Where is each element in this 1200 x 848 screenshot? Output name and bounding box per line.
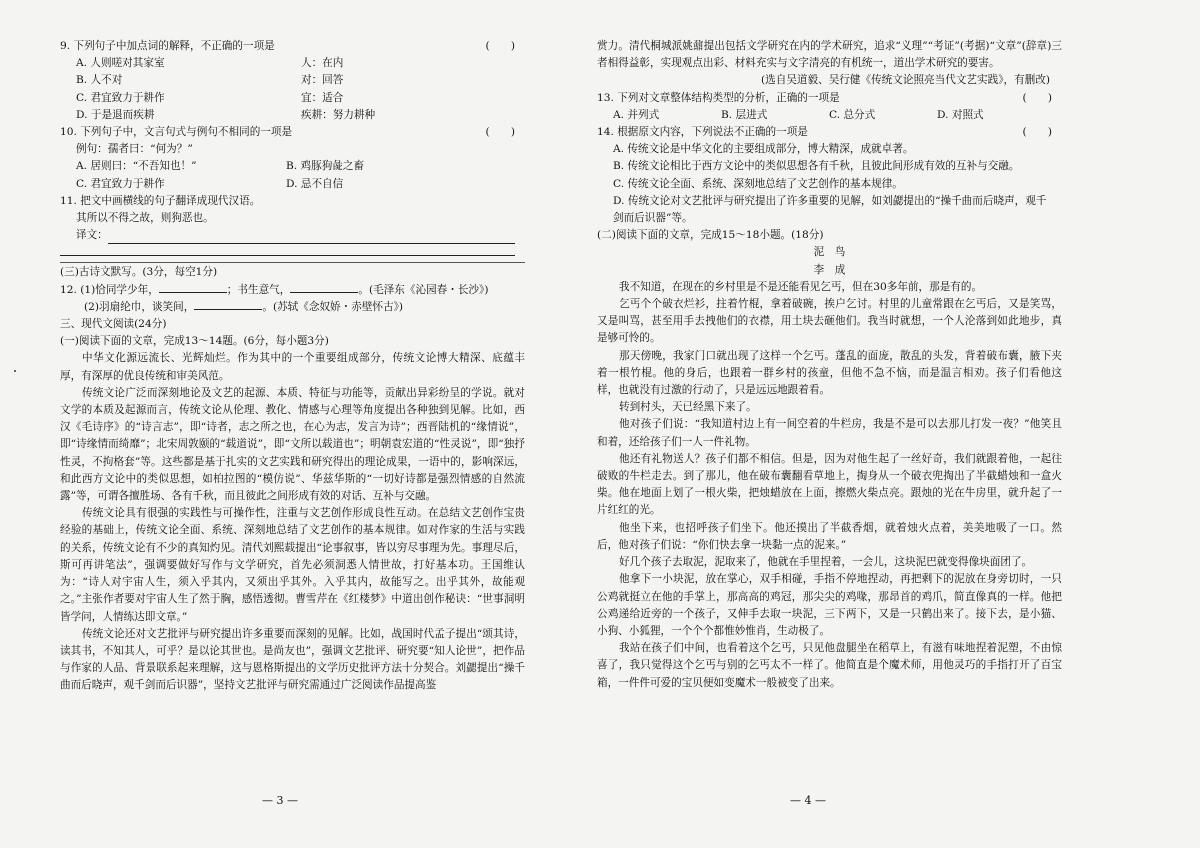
q12-prompt-1b: ；书生意气，: [226, 283, 291, 296]
section-recitation: (三)古诗文默写。(3分，每空1分): [60, 262, 525, 281]
q10-stem: 10. 下列句子中，文言句式与例句不相同的一项是: [60, 126, 293, 139]
q13-option-c: C. 总分式: [829, 108, 876, 121]
q9-option-row: [60, 55, 525, 72]
story-paragraph: 他坐下来，也招呼孩子们坐下。他还摸出了半截香烟，就着烛火点着，美美地吸了一口。然后，他对孩子们说：“你们快去拿一块黏一点的泥来。”: [597, 521, 1062, 551]
story-paragraph: 好几个孩子去取泥，泥取来了，他就在手里捏着，一会儿，这块泥巴就变得像块面团了。: [619, 556, 1033, 569]
article-paragraph: 传统文论还对文艺批评与研究提出许多重要而深刻的见解。比如，战国时代孟子提出“颂其诗，读其书，不知其人，可乎？是以论其世也。是尚友也”，强调文艺批评、研究要“知人论世”，把作品与作家的人品、背景联系起来理解，这与恩格斯提出的文学历史批评方法十分契合。刘勰提出“操千曲而后晓声，观千剑而后识器”，坚持文艺批评与研究需通过广泛阅读作品提高鉴: [60, 627, 525, 692]
story-paragraph: 我站在孩子们中间，也看着这个乞丐，只见他盘腿坐在稻草上，有滋有味地捏着泥塑，不由惊喜了，我只觉得这个乞丐与别的乞丐太不一样了。他简直是个魔术师，用他灵巧的手指打开了百宝箱，一件件可爱的宝贝便如变魔术一般被变了出来。: [597, 642, 1062, 689]
page-number-4: — 4 —: [790, 794, 826, 807]
q10-option-d: D. 忌不自信: [286, 177, 344, 190]
q9-option-c-gloss: 宜：适合: [301, 91, 344, 104]
q14-option-d: D. 传统文论对文艺批评与研究提出了许多重要的见解，如刘勰提出的“操千曲而后晓声，观千剑而后识器”等。: [613, 194, 1047, 225]
question-9: [60, 38, 525, 55]
q10-option-a: A. 居则曰：“不吾知也！”: [76, 160, 197, 173]
story-title: 泥 鸟: [813, 246, 846, 259]
reading-1-heading: (一)阅读下面的文章，完成13～14题。(6分，每小题3分): [60, 335, 329, 348]
q12-prompt-1: 12. (1)恰同学少年，: [60, 283, 159, 296]
q10-option-row: [60, 158, 525, 175]
q12-blank-2[interactable]: [290, 282, 358, 293]
q10-option-row: [60, 176, 525, 193]
article-paragraph: 传统文论广泛而深刻地论及文艺的起源、本质、特征与功能等，贡献出异彩纷呈的学说。就对文学的本质及起源而言，传统文论从伦理、教化、情感与心理等角度提出各种独到见解。比如，西汉《毛诗序》的“诗言志”，即“诗者，志之所之也，在心为志，发言为诗”；西晋陆机的“缘情说”，即“诗缘情而绮靡”；北宋周敦颐的“载道说”，即“文所以载道也”；明朝袁宏道的“性灵说”，即“独抒性灵，不拘格套”等。这些都是基于扎实的文艺实践和研究得出的理论成果，一语中的，影响深远，和此西方文论中的类似思想，如柏拉图的“模仿说”、华兹华斯的“一切好诗都是强烈情感的自然流露”等，可谓各擅胜场、各有千秋，而且彼此之间形成有效的对话、互补与交融。: [60, 386, 525, 503]
q12-source-1: 。(毛泽东《沁园春・长沙》): [358, 283, 489, 296]
q14-option-c: C. 传统文论全面、系统、深刻地总结了文艺创作的基本规律。: [613, 177, 903, 190]
q11-answer-blank-2[interactable]: [60, 246, 515, 256]
q9-option-d: D. 于是退而疾耕: [76, 108, 155, 121]
q11-translation-label: 译文：: [76, 229, 108, 242]
q10-answer-paren: ( ): [485, 126, 515, 139]
q13-stem: 13. 下列对文章整体结构类型的分析，正确的一项是: [597, 91, 840, 104]
story-paragraph: 那天傍晚，我家门口就出现了这样一个乞丐。蓬乱的面庞，散乱的头发，背着破布囊，腋下夹着一根竹棍。他的身后，也跟着一群乡村的孩童，但他不急不恼，而是温言相劝。孩子们看他这样，也就没有过激的行动了，只是远远地跟着看。: [597, 349, 1062, 397]
q13-option-row: [597, 107, 1062, 124]
q11-answer-line[interactable]: [60, 227, 525, 244]
reading-2-heading: (二)阅读下面的文章，完成15～18小题。(18分): [597, 229, 824, 242]
article-continuation: 赏力。清代桐城派姚鼐提出包括文学研究在内的学术研究，追求“义理”“考证”(考据)“文章”(辞章)三者相得益彰，实现观点出彩、材料充实与文字清亮的有机统一，道出学术研究的要害。: [597, 40, 1062, 70]
q13-answer-paren: ( ): [1022, 91, 1052, 104]
question-10: [60, 124, 525, 141]
story-paragraph: 转到村头，天已经黑下来了。: [619, 401, 757, 414]
story-paragraph: 他对孩子们说：“我知道村边上有一间空着的牛栏房，我是不是可以去那儿打发一夜？”他笑且和着，还给孩子们一人一件礼物。: [597, 418, 1062, 448]
question-13: [597, 90, 1062, 107]
q9-option-a-gloss: 人：在内: [301, 57, 344, 70]
article-paragraph: 中华文化源远流长、光辉灿烂。作为其中的一个重要组成部分，传统文论博大精深、底蕴丰厚，有深厚的优良传统和审美风范。: [60, 352, 525, 382]
q11-sentence: 其所以不得之故，则狗恶也。: [76, 212, 214, 225]
margin-dot: [14, 370, 16, 372]
q12-source-2: 。(苏轼《念奴娇・赤壁怀古》): [262, 300, 404, 313]
q13-option-a: A. 并列式: [613, 108, 660, 121]
q13-option-b: B. 层进式: [721, 108, 768, 121]
q9-option-b: B. 人不对: [76, 74, 123, 87]
q9-stem: 9. 下列句子中加点词的解释，不正确的一项是: [60, 40, 275, 52]
q9-option-row: [60, 72, 525, 89]
q10-option-c: C. 君宜致力于耕作: [76, 177, 165, 190]
q9-option-c: C. 君宜致力于耕作: [76, 91, 165, 104]
q9-option-row: [60, 90, 525, 107]
q12-blank-3[interactable]: [194, 299, 262, 310]
q12-line-2: [60, 299, 525, 316]
story-paragraph: 他拿下一小块泥，放在掌心，双手相碰，手指不停地捏动，再把剩下的泥放在身旁切时，一只公鸡就挺立在他的手掌上，那高高的鸡冠，那尖尖的鸡喙，那昂首的鸡爪，简直像真的一样。他把公鸡递给近旁的一个孩子，又伸手去取一块泥，三下两下，又是一只鹤出来了。接下去，是小猫、小狗、小狐狸，一个个个都惟妙惟肖，生动极了。: [597, 573, 1062, 637]
article-source: (选自吴道毅、吴行健《传统文论照亮当代文艺实践》，有删改): [761, 74, 1050, 87]
page-3: [60, 38, 525, 695]
q9-option-row: [60, 107, 525, 124]
q9-option-a: A. 人则嗟对其家室: [76, 57, 165, 70]
q12-blank-1[interactable]: [159, 282, 227, 293]
q9-option-b-gloss: 对：回答: [301, 74, 344, 87]
q14-option-a: A. 传统文论是中华文化的主要组成部分，博大精深，成就卓著。: [613, 143, 914, 156]
q14-answer-paren: ( ): [1022, 126, 1052, 139]
q14-stem: 14. 根据原文内容，下列说法不正确的一项是: [597, 126, 808, 139]
story-author: 李 成: [813, 263, 846, 276]
q9-answer-paren: ( ): [485, 40, 515, 52]
q9-option-d-gloss: 疾耕：努力耕种: [301, 108, 376, 121]
q10-example: 例句：孺者曰：“何为？”: [76, 143, 193, 156]
page-number-3: — 3 —: [262, 794, 298, 807]
page-4: [597, 38, 1062, 692]
part-3-heading: 三、现代文阅读(24分): [60, 318, 167, 331]
story-paragraph: 他还有礼物送人？孩子们都不相信。但是，因为对他生起了一丝好奇，我们就跟着他，一起往破败的牛栏走去。到了那儿，他在破布囊翻看草地上，掏身从一个破衣兜掏出了半截蜡烛和一盒火柴。他在地面上划了一根火柴，把烛蜡放在上面，擦燃火柴点亮。跟烛的光在牛房里，就升起了一片红红的光。: [597, 452, 1062, 517]
q14-option-b: B. 传统文论相比于西方文论中的类似思想各有千秋，且彼此间形成有效的互补与交融。: [613, 160, 1020, 173]
q12-line-1: [60, 282, 525, 299]
q11-answer-blank[interactable]: [108, 232, 515, 244]
story-paragraph: 我不知道，在现在的乡村里是不是还能看见乞丐，但在30多年前，那是有的。: [619, 280, 983, 293]
q11-stem: 11. 把文中画横线的句子翻译成现代汉语。: [60, 194, 261, 207]
article-paragraph: 传统文论具有很强的实践性与可操作性，注重与文艺创作形成良性互动。在总结文艺创作宝贵经验的基础上，传统文论全面、系统、深刻地总结了文艺创作的基本规律。如对作家的生活与实践的关系，传统文论有不少的真知灼见。清代刘熙载提出“论事叙事，皆以穷尽事理为先。事理尽后，斯可再讲笔法”，强调要做好写作与文学研究，首先必须洞悉人情世故，打好基本功。王国维认为：“诗人对宇宙人生，须入乎其内，又须出乎其外。入乎其内，故能写之。出乎其外，故能观之。”主张作者要对宇宙人生了然于胸，感悟透彻。曹雪芹在《红楼梦》中道出创作秘诀：“世事洞明皆学问，人情练达即文章。”: [60, 507, 525, 623]
question-14: [597, 124, 1062, 141]
q13-option-d: D. 对照式: [937, 108, 984, 121]
story-paragraph: 乞丐个个破衣烂衫，拄着竹棍，拿着破碗，挨户乞讨。村里的儿童常跟在乞丐后，又是笑骂，又是叫骂，甚至用手去拽他们的衣襟，用土块去砸他们。我当时就想，一个人沦落到如此地步，真是够可怜的。: [597, 298, 1062, 345]
q12-prompt-2: (2)羽扇纶巾，谈笑间，: [84, 300, 195, 313]
q10-option-b: B. 鸡豚狗彘之畜: [286, 160, 365, 173]
